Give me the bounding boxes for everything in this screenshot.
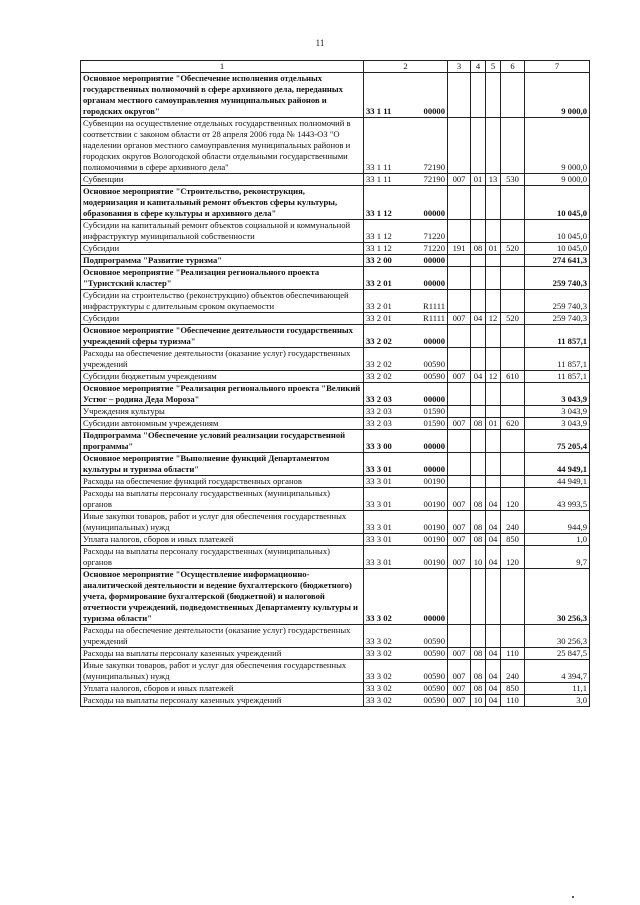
- ministry-code-cell: 007: [448, 313, 471, 325]
- table-row-summary: [81, 325, 590, 348]
- subsection-code-cell: 04: [486, 683, 501, 695]
- subsection-code-cell: 04: [486, 648, 501, 660]
- expense-type-cell: [501, 406, 525, 418]
- subsection-code-cell: 01: [486, 243, 501, 255]
- table-row: [81, 534, 590, 546]
- ministry-code-cell: 007: [448, 660, 471, 683]
- expense-type-cell: [501, 118, 525, 174]
- subsection-code-cell: [486, 383, 501, 406]
- ministry-code-cell: [448, 625, 471, 648]
- direction-code-cell: 00000: [410, 73, 448, 118]
- direction-code-cell: 00590: [410, 683, 448, 695]
- section-code-cell: [471, 325, 486, 348]
- row-name-cell: Уплата налогов, сборов и иных платежей: [81, 534, 364, 546]
- table-row: [81, 371, 590, 383]
- expense-type-cell: [501, 348, 525, 371]
- row-name-cell: Основное мероприятие "Реализация регионального проекта "Туристский кластер": [81, 267, 364, 290]
- row-name-cell: Субсидии автономным учреждениям: [81, 418, 364, 430]
- table-row-summary: [81, 430, 590, 453]
- ministry-code-cell: 007: [448, 418, 471, 430]
- amount-cell: 44 949,1: [525, 453, 590, 476]
- section-code-cell: [471, 290, 486, 313]
- section-code-cell: [471, 383, 486, 406]
- program-code-cell: 33 2 01: [364, 290, 410, 313]
- subsection-code-cell: 01: [486, 418, 501, 430]
- section-code-cell: [471, 186, 486, 220]
- expense-type-cell: 110: [501, 648, 525, 660]
- table-row-summary: [81, 186, 590, 220]
- ministry-code-cell: 007: [448, 371, 471, 383]
- direction-code-cell: 00190: [410, 534, 448, 546]
- table-row: [81, 660, 590, 683]
- table-row: [81, 546, 590, 569]
- ministry-code-cell: [448, 325, 471, 348]
- header-col-4: 4: [471, 61, 486, 73]
- ministry-code-cell: [448, 348, 471, 371]
- program-code-cell: 33 1 12: [364, 220, 410, 243]
- table-row: [81, 683, 590, 695]
- program-code-cell: 33 2 02: [364, 348, 410, 371]
- direction-code-cell: 71220: [410, 243, 448, 255]
- amount-cell: 3 043,9: [525, 383, 590, 406]
- expense-type-cell: 610: [501, 371, 525, 383]
- ministry-code-cell: 007: [448, 648, 471, 660]
- expense-type-cell: 110: [501, 695, 525, 707]
- direction-code-cell: 00190: [410, 546, 448, 569]
- amount-cell: 30 256,3: [525, 569, 590, 625]
- amount-cell: 9 000,0: [525, 73, 590, 118]
- row-name-cell: Субвенции: [81, 174, 364, 186]
- amount-cell: 11 857,1: [525, 348, 590, 371]
- section-code-cell: [471, 255, 486, 267]
- ministry-code-cell: [448, 186, 471, 220]
- amount-cell: 3,0: [525, 695, 590, 707]
- direction-code-cell: 00590: [410, 660, 448, 683]
- program-code-cell: 33 2 01: [364, 313, 410, 325]
- direction-code-cell: 00000: [410, 255, 448, 267]
- amount-cell: 10 045,0: [525, 220, 590, 243]
- table-row: [81, 476, 590, 488]
- budget-table: [80, 60, 590, 707]
- program-code-cell: 33 3 02: [364, 625, 410, 648]
- row-name-cell: Субсидии на капитальный ремонт объектов социальной и коммунальной инфраструктур муниципальной собственности: [81, 220, 364, 243]
- row-name-cell: Расходы на выплаты персоналу государственных (муниципальных) органов: [81, 546, 364, 569]
- amount-cell: 944,9: [525, 511, 590, 534]
- subsection-code-cell: [486, 267, 501, 290]
- row-name-cell: Субсидии: [81, 313, 364, 325]
- ministry-code-cell: [448, 430, 471, 453]
- table-row: [81, 243, 590, 255]
- amount-cell: 259 740,3: [525, 313, 590, 325]
- table-row-summary: [81, 453, 590, 476]
- section-code-cell: 08: [471, 648, 486, 660]
- table-row: [81, 648, 590, 660]
- amount-cell: 75 205,4: [525, 430, 590, 453]
- header-col-1: 1: [81, 61, 364, 73]
- row-name-cell: Субвенции на осуществление отдельных государственных полномочий в соответствии с законом области от 28 апреля 2006 года № 1443-ОЗ "О наделении органов местного самоуправления муниципальных районов и городских округов Вологодской области отдельными государственными полномочиями в сфере архивного дела": [81, 118, 364, 174]
- amount-cell: 3 043,9: [525, 418, 590, 430]
- program-code-cell: 33 3 01: [364, 511, 410, 534]
- direction-code-cell: 01590: [410, 406, 448, 418]
- subsection-code-cell: [486, 348, 501, 371]
- section-code-cell: [471, 406, 486, 418]
- program-code-cell: 33 3 02: [364, 683, 410, 695]
- expense-type-cell: [501, 569, 525, 625]
- row-name-cell: Расходы на выплаты персоналу государственных (муниципальных) органов: [81, 488, 364, 511]
- subsection-code-cell: [486, 406, 501, 418]
- direction-code-cell: 00190: [410, 511, 448, 534]
- header-col-5: 5: [486, 61, 501, 73]
- amount-cell: 43 993,5: [525, 488, 590, 511]
- direction-code-cell: 00190: [410, 476, 448, 488]
- table-row: [81, 418, 590, 430]
- row-name-cell: Основное мероприятие "Выполнение функций Департаментом культуры и туризма области": [81, 453, 364, 476]
- expense-type-cell: [501, 186, 525, 220]
- table-header-row: [81, 61, 590, 73]
- subsection-code-cell: [486, 118, 501, 174]
- row-name-cell: Иные закупки товаров, работ и услуг для обеспечения государственных (муниципальных) нужд: [81, 511, 364, 534]
- expense-type-cell: [501, 325, 525, 348]
- row-name-cell: Подпрограмма "Обеспечение условий реализации государственной программы": [81, 430, 364, 453]
- table-row-summary: [81, 569, 590, 625]
- program-code-cell: 33 2 03: [364, 406, 410, 418]
- program-code-cell: 33 3 01: [364, 488, 410, 511]
- table-row: [81, 406, 590, 418]
- ministry-code-cell: [448, 118, 471, 174]
- ministry-code-cell: 007: [448, 174, 471, 186]
- ministry-code-cell: [448, 569, 471, 625]
- program-code-cell: 33 1 11: [364, 118, 410, 174]
- row-name-cell: Иные закупки товаров, работ и услуг для обеспечения государственных (муниципальных) нужд: [81, 660, 364, 683]
- subsection-code-cell: [486, 255, 501, 267]
- ministry-code-cell: [448, 406, 471, 418]
- expense-type-cell: 240: [501, 511, 525, 534]
- subsection-code-cell: 04: [486, 534, 501, 546]
- expense-type-cell: 120: [501, 546, 525, 569]
- program-code-cell: 33 3 02: [364, 660, 410, 683]
- header-col-7: 7: [525, 61, 590, 73]
- subsection-code-cell: [486, 220, 501, 243]
- program-code-cell: 33 3 00: [364, 430, 410, 453]
- expense-type-cell: 850: [501, 683, 525, 695]
- program-code-cell: 33 2 01: [364, 267, 410, 290]
- ministry-code-cell: [448, 383, 471, 406]
- amount-cell: 11,1: [525, 683, 590, 695]
- amount-cell: 10 045,0: [525, 186, 590, 220]
- section-code-cell: [471, 453, 486, 476]
- section-code-cell: [471, 118, 486, 174]
- row-name-cell: Расходы на выплаты персоналу казенных учреждений: [81, 695, 364, 707]
- program-code-cell: 33 1 12: [364, 243, 410, 255]
- expense-type-cell: [501, 267, 525, 290]
- direction-code-cell: 00590: [410, 625, 448, 648]
- subsection-code-cell: [486, 430, 501, 453]
- ministry-code-cell: 007: [448, 546, 471, 569]
- ministry-code-cell: [448, 73, 471, 118]
- direction-code-cell: 01590: [410, 418, 448, 430]
- program-code-cell: 33 3 01: [364, 476, 410, 488]
- row-name-cell: Основное мероприятие "Осуществление информационно-аналитической деятельности и ведение бухгалтерского (бюджетного) учета, формирование бухгалтерской (бюджетной) и налоговой отчетности учреждений, подведомственных Департаменту культуры и туризма области": [81, 569, 364, 625]
- amount-cell: 4 394,7: [525, 660, 590, 683]
- amount-cell: 25 847,5: [525, 648, 590, 660]
- amount-cell: 3 043,9: [525, 406, 590, 418]
- expense-type-cell: 520: [501, 313, 525, 325]
- table-row: [81, 511, 590, 534]
- program-code-cell: 33 1 11: [364, 174, 410, 186]
- row-name-cell: Основное мероприятие "Реализация регионального проекта "Великий Устюг – родина Деда Мороза": [81, 383, 364, 406]
- expense-type-cell: 120: [501, 488, 525, 511]
- ministry-code-cell: [448, 255, 471, 267]
- section-code-cell: 08: [471, 243, 486, 255]
- ministry-code-cell: 007: [448, 695, 471, 707]
- expense-type-cell: 850: [501, 534, 525, 546]
- subsection-code-cell: [486, 625, 501, 648]
- expense-type-cell: [501, 220, 525, 243]
- amount-cell: 44 949,1: [525, 476, 590, 488]
- amount-cell: 274 641,3: [525, 255, 590, 267]
- expense-type-cell: 520: [501, 243, 525, 255]
- table-row-summary: [81, 255, 590, 267]
- section-code-cell: 08: [471, 534, 486, 546]
- section-code-cell: [471, 625, 486, 648]
- row-name-cell: Расходы на обеспечение функций государственных органов: [81, 476, 364, 488]
- section-code-cell: 10: [471, 546, 486, 569]
- subsection-code-cell: [486, 453, 501, 476]
- section-code-cell: [471, 73, 486, 118]
- ministry-code-cell: [448, 453, 471, 476]
- table-row: [81, 695, 590, 707]
- direction-code-cell: 00000: [410, 569, 448, 625]
- table-row: [81, 348, 590, 371]
- table-row: [81, 313, 590, 325]
- section-code-cell: 08: [471, 683, 486, 695]
- direction-code-cell: 72190: [410, 174, 448, 186]
- section-code-cell: 08: [471, 418, 486, 430]
- program-code-cell: 33 2 00: [364, 255, 410, 267]
- row-name-cell: Основное мероприятие "Обеспечение исполнения отдельных государственных полномочий в сфере архивного дела, переданных органам местного самоуправления муниципальных районов и городских округов": [81, 73, 364, 118]
- program-code-cell: 33 3 02: [364, 695, 410, 707]
- subsection-code-cell: 04: [486, 695, 501, 707]
- program-code-cell: 33 3 01: [364, 453, 410, 476]
- subsection-code-cell: [486, 73, 501, 118]
- row-name-cell: Расходы на обеспечение деятельности (оказание услуг) государственных учреждений: [81, 625, 364, 648]
- scan-speck: [572, 896, 574, 898]
- amount-cell: 259 740,3: [525, 290, 590, 313]
- subsection-code-cell: [486, 476, 501, 488]
- expense-type-cell: [501, 290, 525, 313]
- ministry-code-cell: [448, 267, 471, 290]
- program-code-cell: 33 2 03: [364, 418, 410, 430]
- section-code-cell: [471, 430, 486, 453]
- subsection-code-cell: [486, 325, 501, 348]
- row-name-cell: Субсидии: [81, 243, 364, 255]
- section-code-cell: 01: [471, 174, 486, 186]
- header-col-2: 2: [364, 61, 448, 73]
- header-col-6: 6: [501, 61, 525, 73]
- ministry-code-cell: 007: [448, 534, 471, 546]
- direction-code-cell: 00590: [410, 371, 448, 383]
- expense-type-cell: 620: [501, 418, 525, 430]
- amount-cell: 30 256,3: [525, 625, 590, 648]
- expense-type-cell: 240: [501, 660, 525, 683]
- table-row-summary: [81, 73, 590, 118]
- table-row: [81, 625, 590, 648]
- subsection-code-cell: 04: [486, 546, 501, 569]
- direction-code-cell: R1111: [410, 313, 448, 325]
- subsection-code-cell: 12: [486, 371, 501, 383]
- subsection-code-cell: 13: [486, 174, 501, 186]
- expense-type-cell: [501, 476, 525, 488]
- amount-cell: 9 000,0: [525, 118, 590, 174]
- program-code-cell: 33 3 01: [364, 534, 410, 546]
- table-row-summary: [81, 267, 590, 290]
- subsection-code-cell: 04: [486, 488, 501, 511]
- direction-code-cell: 00000: [410, 267, 448, 290]
- amount-cell: 11 857,1: [525, 325, 590, 348]
- ministry-code-cell: 191: [448, 243, 471, 255]
- section-code-cell: [471, 348, 486, 371]
- direction-code-cell: 72190: [410, 118, 448, 174]
- ministry-code-cell: 007: [448, 683, 471, 695]
- expense-type-cell: [501, 73, 525, 118]
- subsection-code-cell: 04: [486, 660, 501, 683]
- subsection-code-cell: [486, 290, 501, 313]
- row-name-cell: Основное мероприятие "Строительство, реконструкция, модернизация и капитальный ремонт объектов сферы культуры, образования в сфере культуры и архивного дела": [81, 186, 364, 220]
- direction-code-cell: 00000: [410, 383, 448, 406]
- subsection-code-cell: [486, 569, 501, 625]
- ministry-code-cell: [448, 476, 471, 488]
- program-code-cell: 33 3 01: [364, 546, 410, 569]
- row-name-cell: Расходы на обеспечение деятельности (оказание услуг) государственных учреждений: [81, 348, 364, 371]
- direction-code-cell: 00590: [410, 648, 448, 660]
- program-code-cell: 33 1 12: [364, 186, 410, 220]
- section-code-cell: 08: [471, 511, 486, 534]
- expense-type-cell: [501, 453, 525, 476]
- row-name-cell: Учреждения культуры: [81, 406, 364, 418]
- direction-code-cell: 00190: [410, 488, 448, 511]
- program-code-cell: 33 3 02: [364, 569, 410, 625]
- amount-cell: 9,7: [525, 546, 590, 569]
- page-number: 11: [315, 38, 325, 48]
- amount-cell: 9 000,0: [525, 174, 590, 186]
- direction-code-cell: 00590: [410, 695, 448, 707]
- table-row: [81, 118, 590, 174]
- amount-cell: 10 045,0: [525, 243, 590, 255]
- section-code-cell: 08: [471, 488, 486, 511]
- program-code-cell: 33 2 02: [364, 371, 410, 383]
- direction-code-cell: 00000: [410, 453, 448, 476]
- row-name-cell: Субсидии на строительство (реконструкцию) объектов обеспечивающей инфраструктуры с длительным сроком окупаемости: [81, 290, 364, 313]
- ministry-code-cell: [448, 290, 471, 313]
- program-code-cell: 33 2 03: [364, 383, 410, 406]
- direction-code-cell: 00000: [410, 325, 448, 348]
- subsection-code-cell: 04: [486, 511, 501, 534]
- header-col-3: 3: [448, 61, 471, 73]
- subsection-code-cell: [486, 186, 501, 220]
- row-name-cell: Субсидии бюджетным учреждениям: [81, 371, 364, 383]
- direction-code-cell: 71220: [410, 220, 448, 243]
- expense-type-cell: [501, 430, 525, 453]
- table-body: [81, 61, 590, 707]
- amount-cell: 259 740,3: [525, 267, 590, 290]
- expense-type-cell: [501, 255, 525, 267]
- row-name-cell: Уплата налогов, сборов и иных платежей: [81, 683, 364, 695]
- table-row: [81, 290, 590, 313]
- row-name-cell: Подпрограмма "Развитие туризма": [81, 255, 364, 267]
- expense-type-cell: [501, 383, 525, 406]
- row-name-cell: Основное мероприятие "Обеспечение деятельности государственных учреждений сферы туризма": [81, 325, 364, 348]
- expense-type-cell: [501, 625, 525, 648]
- section-code-cell: [471, 569, 486, 625]
- ministry-code-cell: 007: [448, 488, 471, 511]
- direction-code-cell: 00590: [410, 348, 448, 371]
- section-code-cell: 08: [471, 660, 486, 683]
- direction-code-cell: 00000: [410, 186, 448, 220]
- section-code-cell: [471, 476, 486, 488]
- section-code-cell: 10: [471, 695, 486, 707]
- section-code-cell: [471, 220, 486, 243]
- table-row-summary: [81, 383, 590, 406]
- expense-type-cell: 530: [501, 174, 525, 186]
- direction-code-cell: 00000: [410, 430, 448, 453]
- table-row: [81, 174, 590, 186]
- ministry-code-cell: 007: [448, 511, 471, 534]
- section-code-cell: 04: [471, 371, 486, 383]
- table-row: [81, 220, 590, 243]
- ministry-code-cell: [448, 220, 471, 243]
- section-code-cell: [471, 267, 486, 290]
- table-row: [81, 488, 590, 511]
- section-code-cell: 04: [471, 313, 486, 325]
- program-code-cell: 33 2 02: [364, 325, 410, 348]
- subsection-code-cell: 12: [486, 313, 501, 325]
- row-name-cell: Расходы на выплаты персоналу казенных учреждений: [81, 648, 364, 660]
- program-code-cell: 33 3 02: [364, 648, 410, 660]
- direction-code-cell: R1111: [410, 290, 448, 313]
- amount-cell: 1,0: [525, 534, 590, 546]
- amount-cell: 11 857,1: [525, 371, 590, 383]
- program-code-cell: 33 1 11: [364, 73, 410, 118]
